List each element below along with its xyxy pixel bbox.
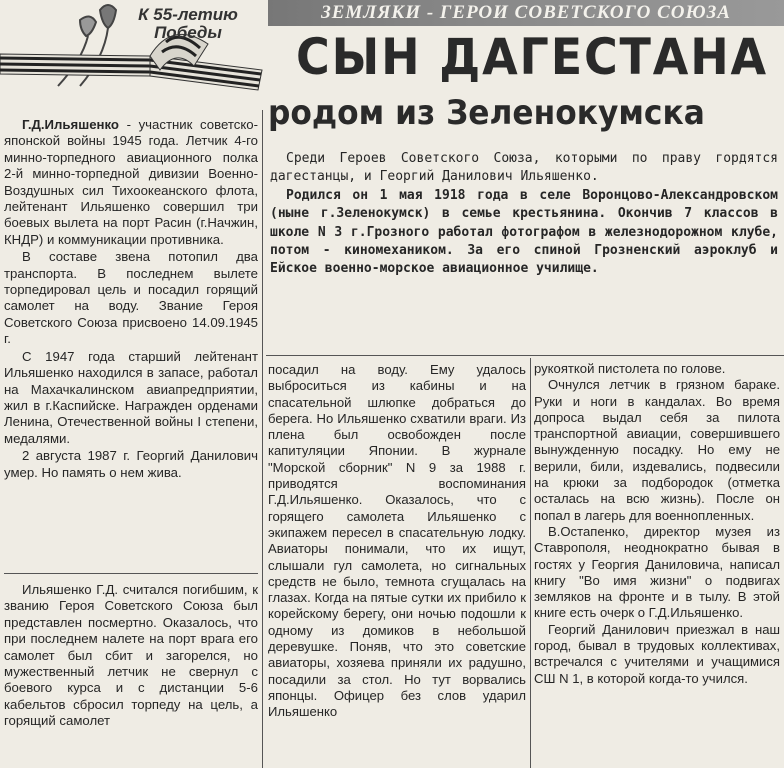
hero-bio-column [4, 117, 258, 482]
bio-paragraph: С 1947 года старший лейтенант Ильяшенко находился в запасе, работал на Махачкалинском авиапредприятии, жил в г.Каспийске. Награжден орденами Ленина, Отечественной войны I степени, медалями. [4, 348, 258, 446]
body-paragraph: В.Остапенко, директор музея из Ставрополя, неоднократно бывая в гостях у Георгия Даниловича, написал книгу "Во имя жизни" о подвигах земляков на фронте и в тылу. В этой книге есть очерк о Г.Д.Ильяшенко. [534, 523, 780, 621]
body-paragraph: Ильяшенко Г.Д. считался погибшим, к званию Героя Советского Союза был представлен посмертно. Оказалось, что при последнем налете на порт врага его самолет был сбит и загорелся, но мужественный летчик не свернул с боевого курса и с дистанции 5-6 кабельтов сбросил торпеду на цель, а горящий самолет [4, 582, 258, 729]
body-paragraph: посадил на воду. Ему удалось выброситься из кабины и на спасательной шлюпке добраться до берега. Но Ильяшенко схватили враги. Из плена был освобожден после капитуляции Японии. В журнале "Морской сборник" N 9 за 1988 г. приводятся воспоминания Г.Д.Ильяшенко. Оказалось, что с горящего самолета Ильяшенко с экипажем пересел в спасательную лодку. Авиаторы понимали, что их ищут, слышали гул самолета, но сигнальных средств не было, темнота сгущалась на глазах. Когда на пятые сутки их прибило к корейскому берегу, они ночью подошли к одному из домиков в небольшой деревушке. Поняв, что это советские авиаторы, хозяева приняли их радушно, посадили за стол. Но тут ворвались японцы. Офицер без слов ударил Ильяшенко [268, 362, 526, 720]
article-title: СЫН ДАГЕСТАНА [296, 28, 769, 86]
section-divider-left [4, 573, 258, 574]
article-lead [270, 150, 778, 279]
bio-name: Г.Д.Ильяшенко [22, 117, 119, 132]
body-paragraph: Очнулся летчик в грязном бараке. Руки и ноги в кандалах. Во время допроса выдал себя за пилота транспортной авиации, совершившего вынужденную посадку. Но ему не верили, били, издевались, подвесили на крюки за подбородок (отметка осталась на всю жизнь). После он попал в лагерь для военнопленных. [534, 377, 780, 523]
body-column-left [4, 582, 258, 730]
bio-paragraph: Г.Д.Ильяшенко - участник советско-японской войны 1945 года. Летчик 4-го минно-торпедного авиационного полка 2-й минно-торпедной дивизии Военно-Воздушных сил Тихоокеанского флота, лейтенант Ильяшенко совершил три боевых вылета на порт Расин (г.Начжин, КНДР) и коммуникации противника. [4, 117, 258, 247]
body-paragraph: рукояткой пистолета по голове. [534, 361, 726, 376]
column-divider-left [262, 110, 263, 768]
st-george-ribbon-icon [0, 34, 262, 90]
anniversary-label: К 55-летию Победы [138, 5, 238, 42]
rubric-band: ЗЕМЛЯКИ - ГЕРОИ СОВЕТСКОГО СОЮЗА [268, 0, 784, 26]
body-paragraph: Георгий Данилович приезжал в наш город, бывал в трудовых коллективах, встречался с учителями и учащимися СШ N 1, в которой когда-то учился. [534, 621, 780, 686]
section-divider-lead [266, 355, 784, 356]
body-column-right [534, 361, 780, 687]
lead-paragraph: Родился он 1 мая 1918 года в селе Воронцово-Александровском (ныне г.Зеленокумск) в семье крестьянина. Окончив 7 классов в школе N 3 г.Грозного работал фотографом в железнодорожном клубе, потом - киномехаником. За его спиной Грозненский аэроклуб и Ейское военно-морское авиационное училище. [270, 187, 778, 277]
bio-paragraph: 2 августа 1987 г. Георгий Данилович умер. Но память о нем жива. [4, 448, 258, 480]
lead-paragraph: Среди Героев Советского Союза, которыми по праву гордятся дагестанцы, и Георгий Данилович Ильяшенко. [270, 151, 778, 185]
bio-paragraph: В составе звена потопил два транспорта. В последнем вылете торпедировал цель и посадил горящий самолет на воду. Звание Героя Советского Союза присвоено 14.09.1945 г. [4, 249, 258, 347]
article-subtitle: родом из Зеленокумска [268, 93, 705, 133]
body-column-middle [268, 362, 526, 721]
column-divider-right [530, 358, 531, 768]
